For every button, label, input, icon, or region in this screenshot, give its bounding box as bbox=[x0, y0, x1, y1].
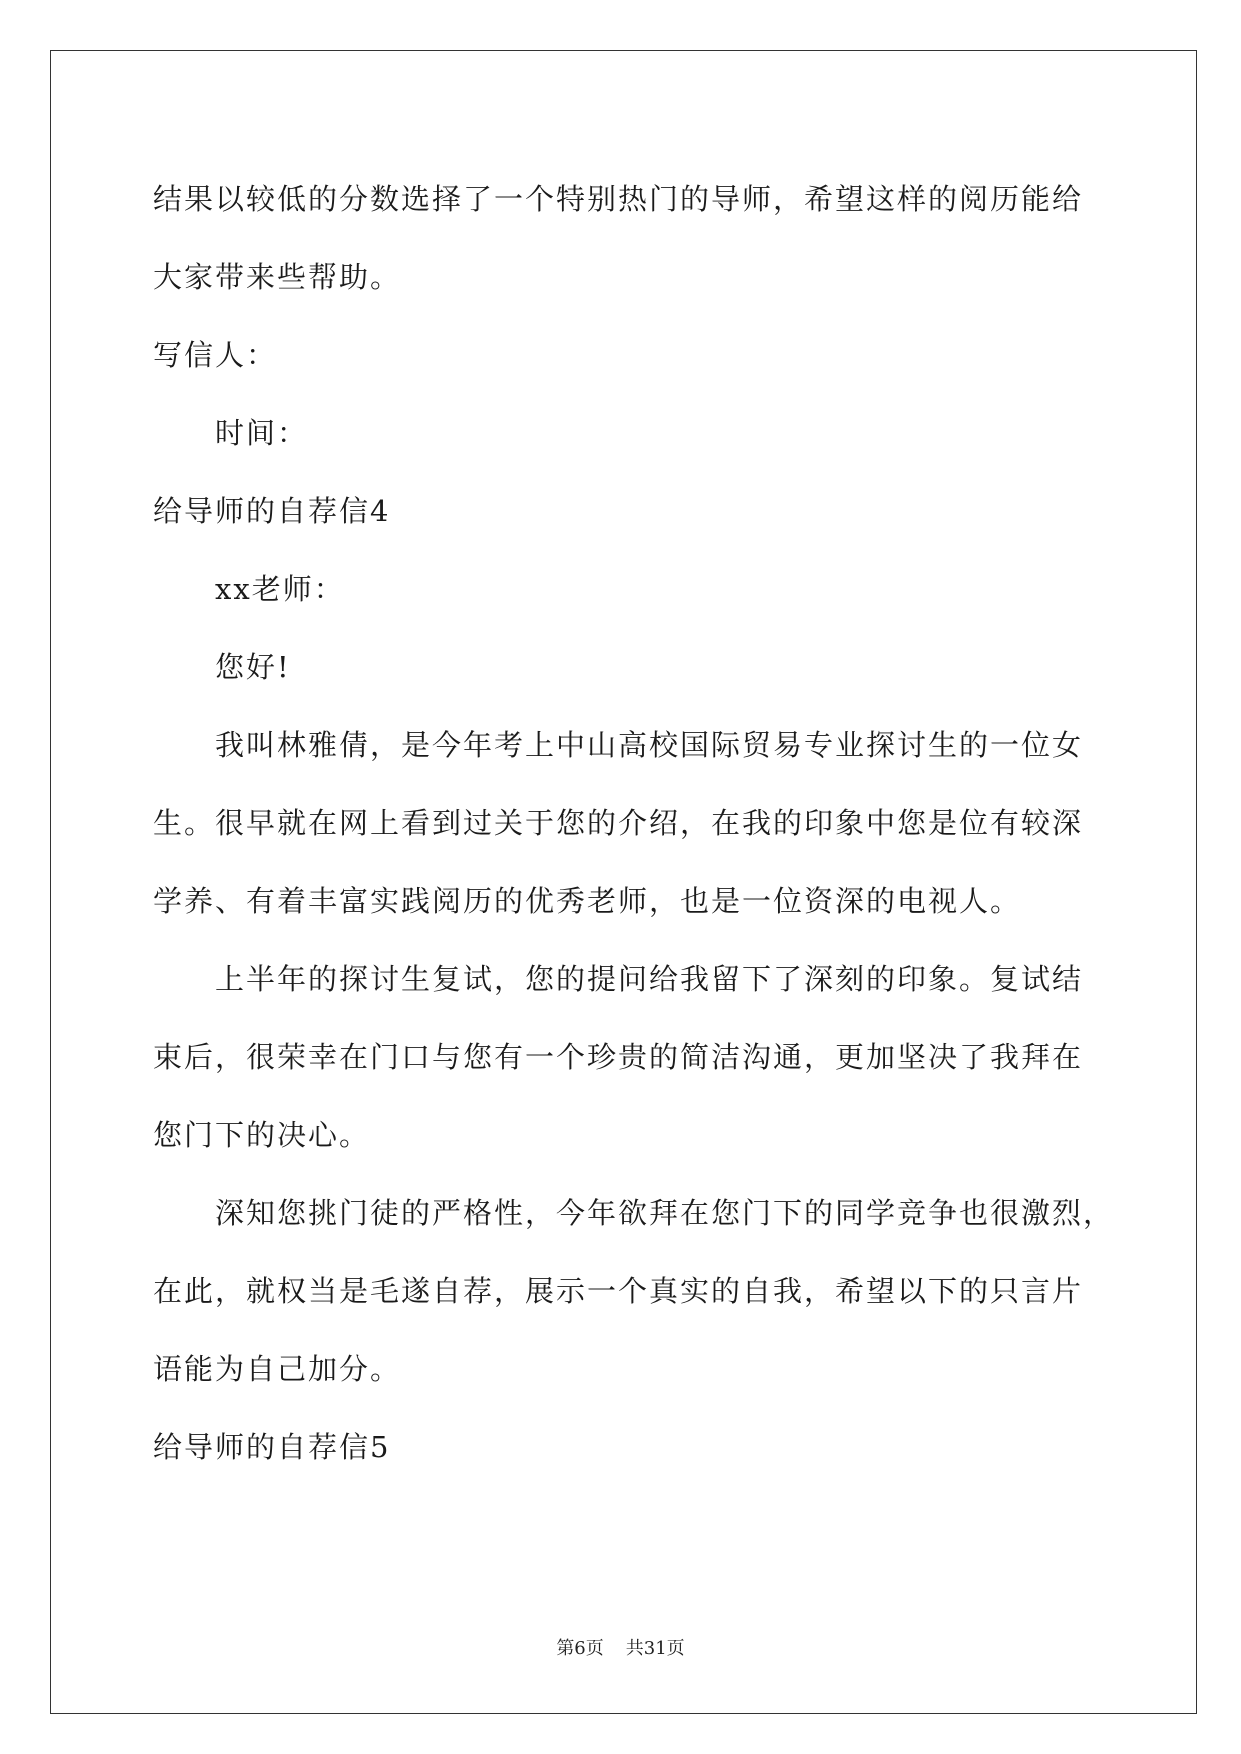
section-heading: 给导师的自荐信4 bbox=[153, 494, 391, 528]
page-number: 第6页 bbox=[556, 1638, 604, 1659]
section-heading: 给导师的自荐信5 bbox=[153, 1430, 391, 1464]
date-label: 时间： bbox=[215, 416, 309, 450]
document-body bbox=[153, 160, 1115, 1486]
page-footer bbox=[0, 1634, 1241, 1660]
text-line: 束后，很荣幸在门口与您有一个珍贵的简洁沟通，更加坚决了我拜在 bbox=[153, 1040, 1084, 1074]
text-line: 我叫林雅倩，是今年考上中山高校国际贸易专业探讨生的一位女 bbox=[215, 728, 1084, 762]
page-total: 共31页 bbox=[625, 1638, 685, 1659]
salutation: xx老师： bbox=[215, 572, 345, 606]
text-line: 生。很早就在网上看到过关于您的介绍，在我的印象中您是位有较深 bbox=[153, 806, 1084, 840]
text-line: 上半年的探讨生复试，您的提问给我留下了深刻的印象。复试结 bbox=[215, 962, 1084, 996]
greeting: 您好! bbox=[215, 650, 291, 684]
text-line: 学养、有着丰富实践阅历的优秀老师，也是一位资深的电视人。 bbox=[153, 884, 1022, 918]
text-line: 结果以较低的分数选择了一个特别热门的导师，希望这样的阅历能给 bbox=[153, 182, 1084, 216]
text-line: 深知您挑门徒的严格性，今年欲拜在您门下的同学竞争也很激烈， bbox=[215, 1196, 1115, 1230]
text-line: 您门下的决心。 bbox=[153, 1118, 371, 1152]
text-line: 语能为自己加分。 bbox=[153, 1352, 402, 1386]
text-line: 大家带来些帮助。 bbox=[153, 260, 402, 294]
text-line: 在此，就权当是毛遂自荐，展示一个真实的自我，希望以下的只言片 bbox=[153, 1274, 1084, 1308]
signature-label: 写信人： bbox=[153, 338, 278, 372]
